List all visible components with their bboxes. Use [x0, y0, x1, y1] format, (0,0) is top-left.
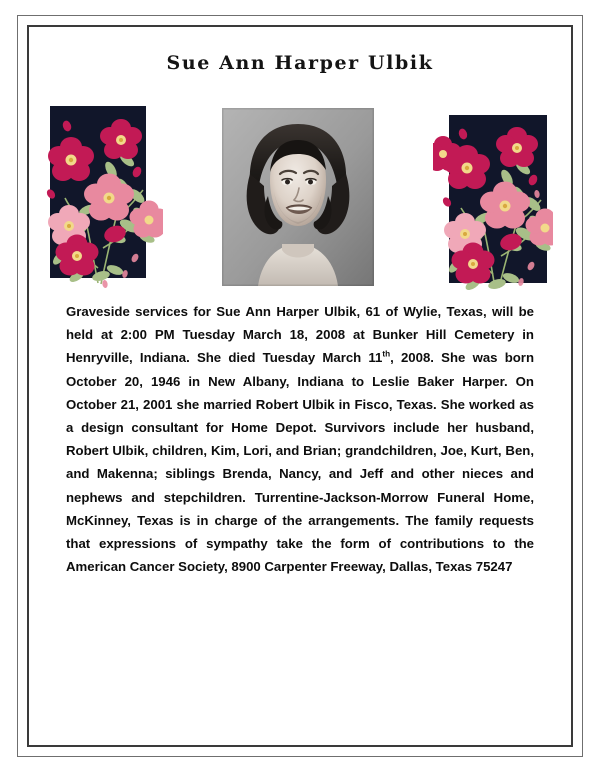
- obituary-body: [66, 300, 534, 578]
- portrait-photo: [222, 108, 374, 286]
- media-row: [27, 98, 573, 290]
- page-title: Sue Ann Harper Ulbik: [166, 52, 434, 74]
- portrait-image: [222, 108, 374, 286]
- ordinal-suffix: th: [382, 350, 391, 360]
- rose-illustration-left: [43, 98, 163, 290]
- floral-decoration-right: [433, 98, 553, 290]
- rose-illustration-right: [433, 98, 553, 290]
- floral-decoration-left: [43, 98, 163, 290]
- obituary-text-part-1: Graveside services for Sue Ann Harper Ulbik, 61 of Wylie, Texas, will be held at 2:00 PM Tuesday March 18, 2008 at Bunker Hill Cemetery in Henryville, Indiana. She died Tuesday March 11: [66, 304, 534, 366]
- obituary-text-part-2: , 2008. She was born October 20, 1946 in New Albany, Indiana to Leslie Baker Harper. On October 21, 2001 she married Robert Ulbik in Fisco, Texas. She worked as a design consultant for Home Depot. Survivors include her husband, Robert Ulbik, children, Kim, Lori, and Brian; grandchildren, Joe, Kurt, Ben, and Makenna; siblings Brenda, Nancy, and Jeff and other nieces and nephews and stepchildren. Turrentine-Jackson-Morrow Funeral Home, McKinney, Texas is in charge of the arrangements. The family requests that expressions of sympathy take the form of contributions to the American Cancer Society, 8900 Carpenter Freeway, Dallas, Texas 75247: [66, 350, 534, 575]
